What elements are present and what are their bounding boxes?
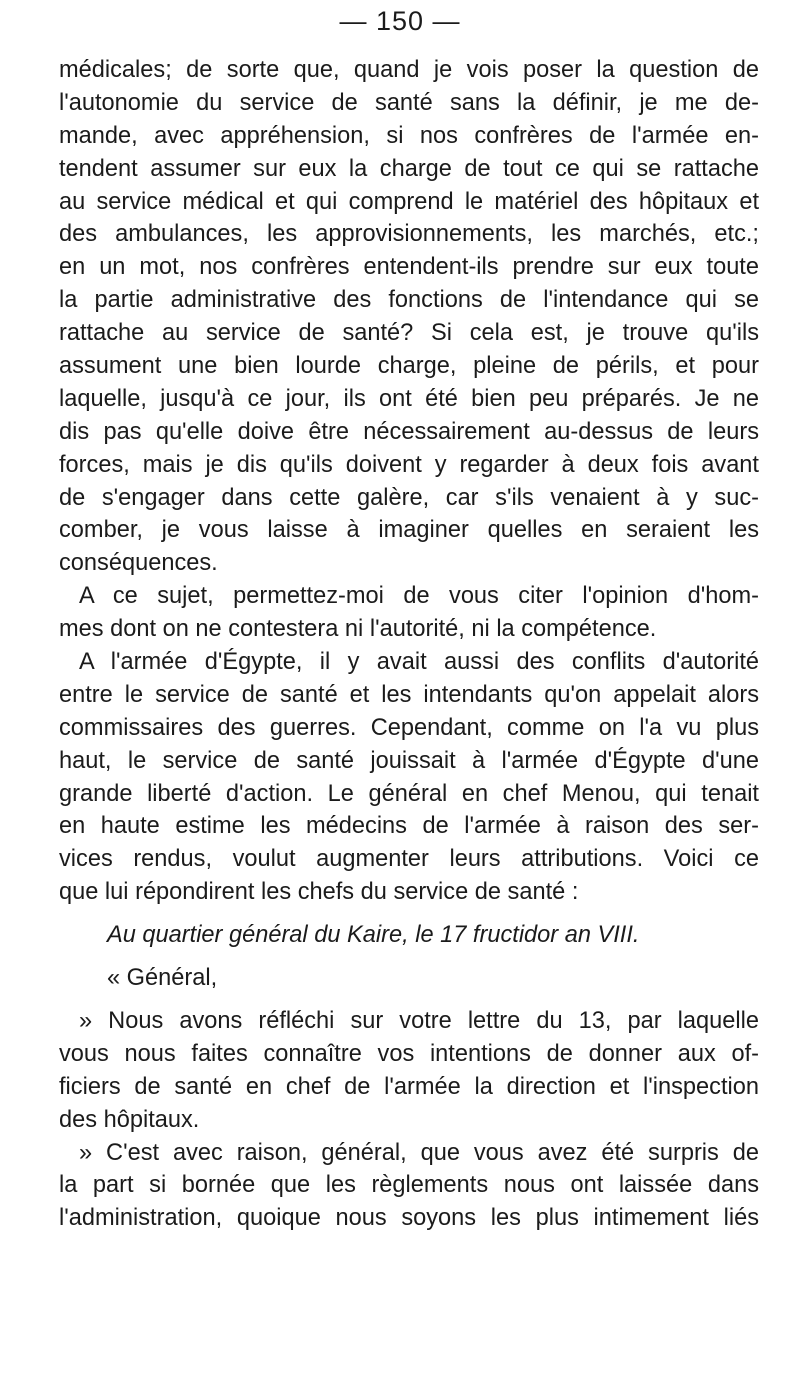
text-line: la part si bornée que les règlements nous ont laissée dans [59, 1172, 759, 1199]
text-line: au service médical et qui comprend le matériel des hôpitaux et [59, 188, 759, 215]
text-line: A l'armée d'Égypte, il y avait aussi des conflits d'autorité [79, 649, 759, 676]
letter-paragraph [59, 1137, 759, 1236]
text-line: forces, mais je dis qu'ils doivent y regarder à deux fois avant [59, 451, 759, 478]
text-line: l'administration, quoique nous soyons les plus intimement liés [59, 1205, 759, 1232]
text-line: la partie administrative des fonctions de l'intendance qui se [59, 287, 759, 314]
paragraph [59, 580, 759, 646]
letter-dateline: Au quartier général du Kaire, le 17 fructidor an VIII. [107, 922, 640, 949]
letter-salutation: « Général, [107, 965, 218, 992]
text-line: commissaires des guerres. Cependant, comme on l'a vu plus [59, 714, 759, 741]
text-line: l'autonomie du service de santé sans la définir, je me de- [59, 89, 759, 116]
text-line: vices rendus, voulut augmenter leurs attributions. Voici ce [59, 846, 759, 873]
text-line: comber, je vous laisse à imaginer quelles en seraient les [59, 517, 759, 544]
text-line: en un mot, nos confrères entendent-ils prendre sur eux toute [59, 254, 759, 281]
text-line: rattache au service de santé? Si cela est, je trouve qu'ils [59, 320, 759, 347]
text-line: assument une bien lourde charge, pleine de périls, et pour [59, 353, 759, 380]
body-text [59, 54, 759, 1235]
text-line: conséquences. [59, 550, 218, 577]
letter-paragraph [59, 1005, 759, 1137]
text-line: de s'engager dans cette galère, car s'ils venaient à y suc- [59, 484, 759, 511]
text-line: en haute estime les médecins de l'armée à raison des ser- [59, 813, 759, 840]
text-line: entre le service de santé et les intendants qu'on appelait alors [59, 681, 759, 708]
text-line: des ambulances, les approvisionnements, les marchés, etc.; [59, 221, 759, 248]
text-line: tendent assumer sur eux la charge de tout ce qui se rattache [59, 155, 759, 182]
text-line: A ce sujet, permettez-moi de vous citer l'opinion d'hom- [79, 583, 759, 610]
text-line: mande, avec appréhension, si nos confrères de l'armée en- [59, 122, 759, 149]
text-line: médicales; de sorte que, quand je vois poser la question de [59, 57, 759, 83]
text-line: ficiers de santé en chef de l'armée la direction et l'inspection [59, 1073, 759, 1100]
text-line: grande liberté d'action. Le général en chef Menou, qui tenait [59, 780, 759, 807]
paragraph [59, 646, 759, 909]
text-line: dis pas qu'elle doive être nécessairement au-dessus de leurs [59, 418, 759, 445]
paragraph [59, 54, 759, 580]
text-line: que lui répondirent les chefs du service de santé : [59, 879, 579, 906]
text-line: laquelle, jusqu'à ce jour, ils ont été bien peu préparés. Je ne [59, 385, 759, 412]
text-line: mes dont on ne contestera ni l'autorité, ni la compétence. [59, 616, 657, 643]
text-line: vous nous faites connaître vos intentions de donner aux of- [59, 1040, 759, 1067]
text-line: haut, le service de santé jouissait à l'armée d'Égypte d'une [59, 747, 759, 774]
page-number: — 150 — [339, 6, 461, 36]
text-line: » Nous avons réfléchi sur votre lettre du 13, par laquelle [79, 1007, 759, 1034]
text-line: » C'est avec raison, général, que vous avez été surpris de [79, 1139, 759, 1166]
text-line: des hôpitaux. [59, 1106, 200, 1133]
